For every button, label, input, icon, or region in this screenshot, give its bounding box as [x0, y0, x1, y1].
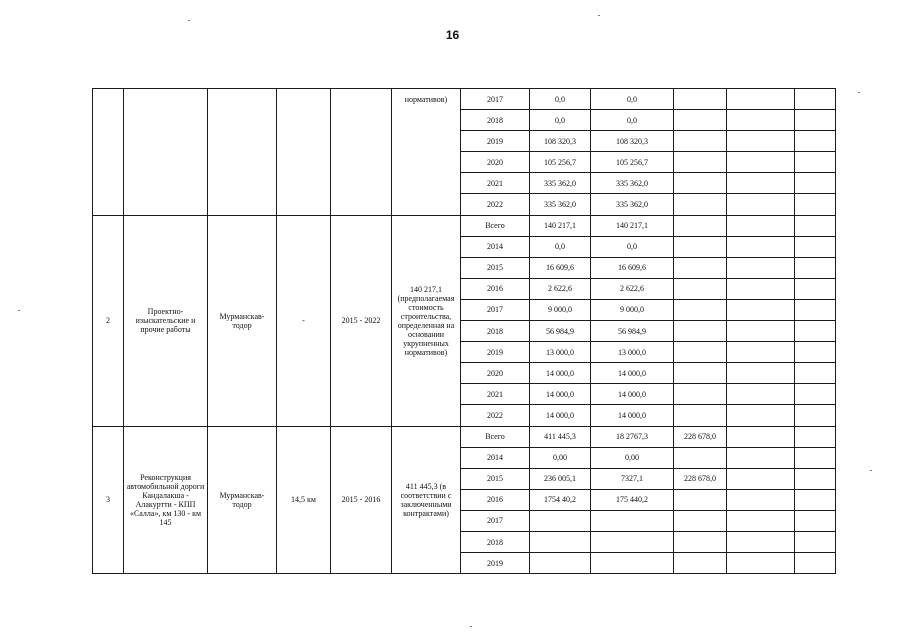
year-cell: 2019 — [461, 553, 530, 574]
total-cell: 9 000,0 — [530, 299, 591, 320]
funding-cell-2 — [674, 531, 727, 552]
empty-cell — [795, 489, 836, 510]
customer-cell: Мурманскав-тодор — [208, 426, 277, 574]
funding-cell-2 — [674, 152, 727, 173]
scan-speck — [18, 310, 20, 311]
empty-cell — [727, 531, 795, 552]
funding-cell: 13 000,0 — [591, 342, 674, 363]
empty-cell — [208, 89, 277, 216]
year-cell: 2016 — [461, 278, 530, 299]
capacity-cell: - — [277, 215, 331, 426]
page-number: 16 — [445, 28, 460, 42]
empty-cell — [727, 426, 795, 447]
empty-cell — [727, 110, 795, 131]
row-number-cell: 2 — [93, 215, 124, 426]
empty-cell — [795, 215, 836, 236]
total-cell: 105 256,7 — [530, 152, 591, 173]
funding-cell-2 — [674, 342, 727, 363]
empty-cell — [727, 194, 795, 215]
year-cell: 2020 — [461, 363, 530, 384]
total-cell: 13 000,0 — [530, 342, 591, 363]
year-cell: 2015 — [461, 257, 530, 278]
funding-cell: 14 000,0 — [591, 384, 674, 405]
empty-cell — [795, 510, 836, 531]
funding-cell: 56 984,9 — [591, 321, 674, 342]
total-cell: 0,0 — [530, 110, 591, 131]
funding-cell — [591, 531, 674, 552]
funding-cell-2 — [674, 278, 727, 299]
empty-cell — [795, 553, 836, 574]
empty-cell — [727, 553, 795, 574]
total-cell: 140 217,1 — [530, 215, 591, 236]
object-name-cell: Проектно-изыскательские и прочие работы — [124, 215, 208, 426]
funding-cell-2 — [674, 384, 727, 405]
empty-cell — [727, 321, 795, 342]
empty-cell — [124, 89, 208, 216]
year-cell: 2016 — [461, 489, 530, 510]
funding-cell-2 — [674, 194, 727, 215]
empty-cell — [795, 426, 836, 447]
empty-cell — [727, 489, 795, 510]
year-cell: 2017 — [461, 89, 530, 110]
empty-cell — [727, 468, 795, 489]
period-cell: 2015 - 2022 — [331, 215, 392, 426]
table-row — [93, 215, 836, 236]
year-cell: 2021 — [461, 384, 530, 405]
empty-cell — [727, 510, 795, 531]
total-cell: 335 362,0 — [530, 194, 591, 215]
funding-cell: 14 000,0 — [591, 363, 674, 384]
funding-cell: 18 2767,3 — [591, 426, 674, 447]
funding-cell-2 — [674, 510, 727, 531]
funding-cell-2 — [674, 405, 727, 426]
empty-cell — [795, 131, 836, 152]
empty-cell — [727, 447, 795, 468]
period-cell: 2015 - 2016 — [331, 426, 392, 574]
empty-cell — [795, 257, 836, 278]
funding-cell-2 — [674, 363, 727, 384]
total-cell: 56 984,9 — [530, 321, 591, 342]
funding-cell-2 — [674, 257, 727, 278]
funding-cell-2 — [674, 299, 727, 320]
object-name-cell: Реконструкция автомобильной дороги Кандалакша - Алакуртти - КПП «Салла», км 130 - км 145 — [124, 426, 208, 574]
empty-cell — [727, 342, 795, 363]
empty-cell — [727, 299, 795, 320]
empty-cell — [727, 131, 795, 152]
empty-cell — [795, 299, 836, 320]
total-cell: 0,0 — [530, 236, 591, 257]
empty-cell — [795, 194, 836, 215]
total-cell: 236 005,1 — [530, 468, 591, 489]
cost-cell: 140 217,1 (предполагаемая стоимость строительства, определенная на основании укрупненных нормативов) — [392, 215, 461, 426]
table-row — [93, 89, 836, 110]
empty-cell — [795, 152, 836, 173]
funding-cell: 9 000,0 — [591, 299, 674, 320]
empty-cell — [727, 384, 795, 405]
funding-cell-2 — [674, 215, 727, 236]
funding-cell: 2 622,6 — [591, 278, 674, 299]
scan-speck — [598, 15, 600, 16]
empty-cell — [795, 447, 836, 468]
table-body — [93, 89, 836, 574]
empty-cell — [795, 384, 836, 405]
funding-cell-2 — [674, 553, 727, 574]
total-cell: 108 320,3 — [530, 131, 591, 152]
empty-cell — [795, 278, 836, 299]
funding-cell-2 — [674, 173, 727, 194]
total-cell: 0,00 — [530, 447, 591, 468]
total-cell: 16 609,6 — [530, 257, 591, 278]
total-cell: 411 445,3 — [530, 426, 591, 447]
total-cell: 14 000,0 — [530, 405, 591, 426]
year-cell: Всего — [461, 215, 530, 236]
funding-cell-2 — [674, 489, 727, 510]
scan-speck — [858, 92, 860, 93]
year-cell: Всего — [461, 426, 530, 447]
funding-cell-2: 228 678,0 — [674, 468, 727, 489]
empty-cell — [795, 468, 836, 489]
investment-table — [92, 88, 836, 574]
funding-cell: 14 000,0 — [591, 405, 674, 426]
year-cell: 2015 — [461, 468, 530, 489]
year-cell: 2022 — [461, 194, 530, 215]
funding-cell: 16 609,6 — [591, 257, 674, 278]
total-cell: 0,0 — [530, 89, 591, 110]
total-cell: 2 622,6 — [530, 278, 591, 299]
funding-cell: 335 362,0 — [591, 173, 674, 194]
empty-cell — [727, 257, 795, 278]
year-cell: 2022 — [461, 405, 530, 426]
empty-cell — [727, 405, 795, 426]
empty-cell — [727, 173, 795, 194]
year-cell: 2019 — [461, 131, 530, 152]
funding-cell: 7327,1 — [591, 468, 674, 489]
empty-cell — [795, 110, 836, 131]
funding-cell: 0,0 — [591, 110, 674, 131]
year-cell: 2017 — [461, 510, 530, 531]
total-cell: 14 000,0 — [530, 363, 591, 384]
empty-cell — [727, 236, 795, 257]
funding-cell: 175 440,2 — [591, 489, 674, 510]
total-cell — [530, 553, 591, 574]
funding-cell: 0,0 — [591, 236, 674, 257]
year-cell: 2017 — [461, 299, 530, 320]
table-row — [93, 426, 836, 447]
customer-cell: Мурманскав-тодор — [208, 215, 277, 426]
empty-cell — [795, 363, 836, 384]
funding-cell: 108 320,3 — [591, 131, 674, 152]
empty-cell — [727, 215, 795, 236]
empty-cell — [727, 363, 795, 384]
total-cell — [530, 510, 591, 531]
total-cell — [530, 531, 591, 552]
total-cell: 335 362,0 — [530, 173, 591, 194]
cost-cell: 411 445,3 (в соответствии с заключенными контрактами) — [392, 426, 461, 574]
funding-cell: 105 256,7 — [591, 152, 674, 173]
empty-cell — [795, 342, 836, 363]
empty-cell — [795, 173, 836, 194]
funding-cell-2 — [674, 321, 727, 342]
funding-cell — [591, 553, 674, 574]
funding-cell-2 — [674, 236, 727, 257]
funding-cell-2 — [674, 89, 727, 110]
year-cell: 2014 — [461, 447, 530, 468]
capacity-cell: 14,5 км — [277, 426, 331, 574]
funding-cell-2: 228 678,0 — [674, 426, 727, 447]
funding-cell: 140 217,1 — [591, 215, 674, 236]
empty-cell — [795, 405, 836, 426]
empty-cell — [331, 89, 392, 216]
scan-speck — [470, 626, 472, 627]
empty-cell — [727, 278, 795, 299]
scan-speck — [870, 470, 872, 471]
year-cell: 2020 — [461, 152, 530, 173]
empty-cell — [727, 152, 795, 173]
cost-cell: нормативов) — [392, 89, 461, 216]
empty-cell — [795, 89, 836, 110]
row-number-cell: 3 — [93, 426, 124, 574]
total-cell: 1754 40,2 — [530, 489, 591, 510]
funding-cell — [591, 510, 674, 531]
funding-cell: 0,0 — [591, 89, 674, 110]
year-cell: 2014 — [461, 236, 530, 257]
empty-cell — [93, 89, 124, 216]
empty-cell — [795, 531, 836, 552]
funding-cell-2 — [674, 131, 727, 152]
year-cell: 2019 — [461, 342, 530, 363]
funding-cell-2 — [674, 110, 727, 131]
empty-cell — [795, 321, 836, 342]
year-cell: 2018 — [461, 531, 530, 552]
total-cell: 14 000,0 — [530, 384, 591, 405]
empty-cell — [727, 89, 795, 110]
empty-cell — [277, 89, 331, 216]
year-cell: 2018 — [461, 110, 530, 131]
year-cell: 2021 — [461, 173, 530, 194]
scan-speck — [188, 20, 190, 21]
funding-cell: 335 362,0 — [591, 194, 674, 215]
funding-cell-2 — [674, 447, 727, 468]
funding-cell: 0,00 — [591, 447, 674, 468]
empty-cell — [795, 236, 836, 257]
year-cell: 2018 — [461, 321, 530, 342]
